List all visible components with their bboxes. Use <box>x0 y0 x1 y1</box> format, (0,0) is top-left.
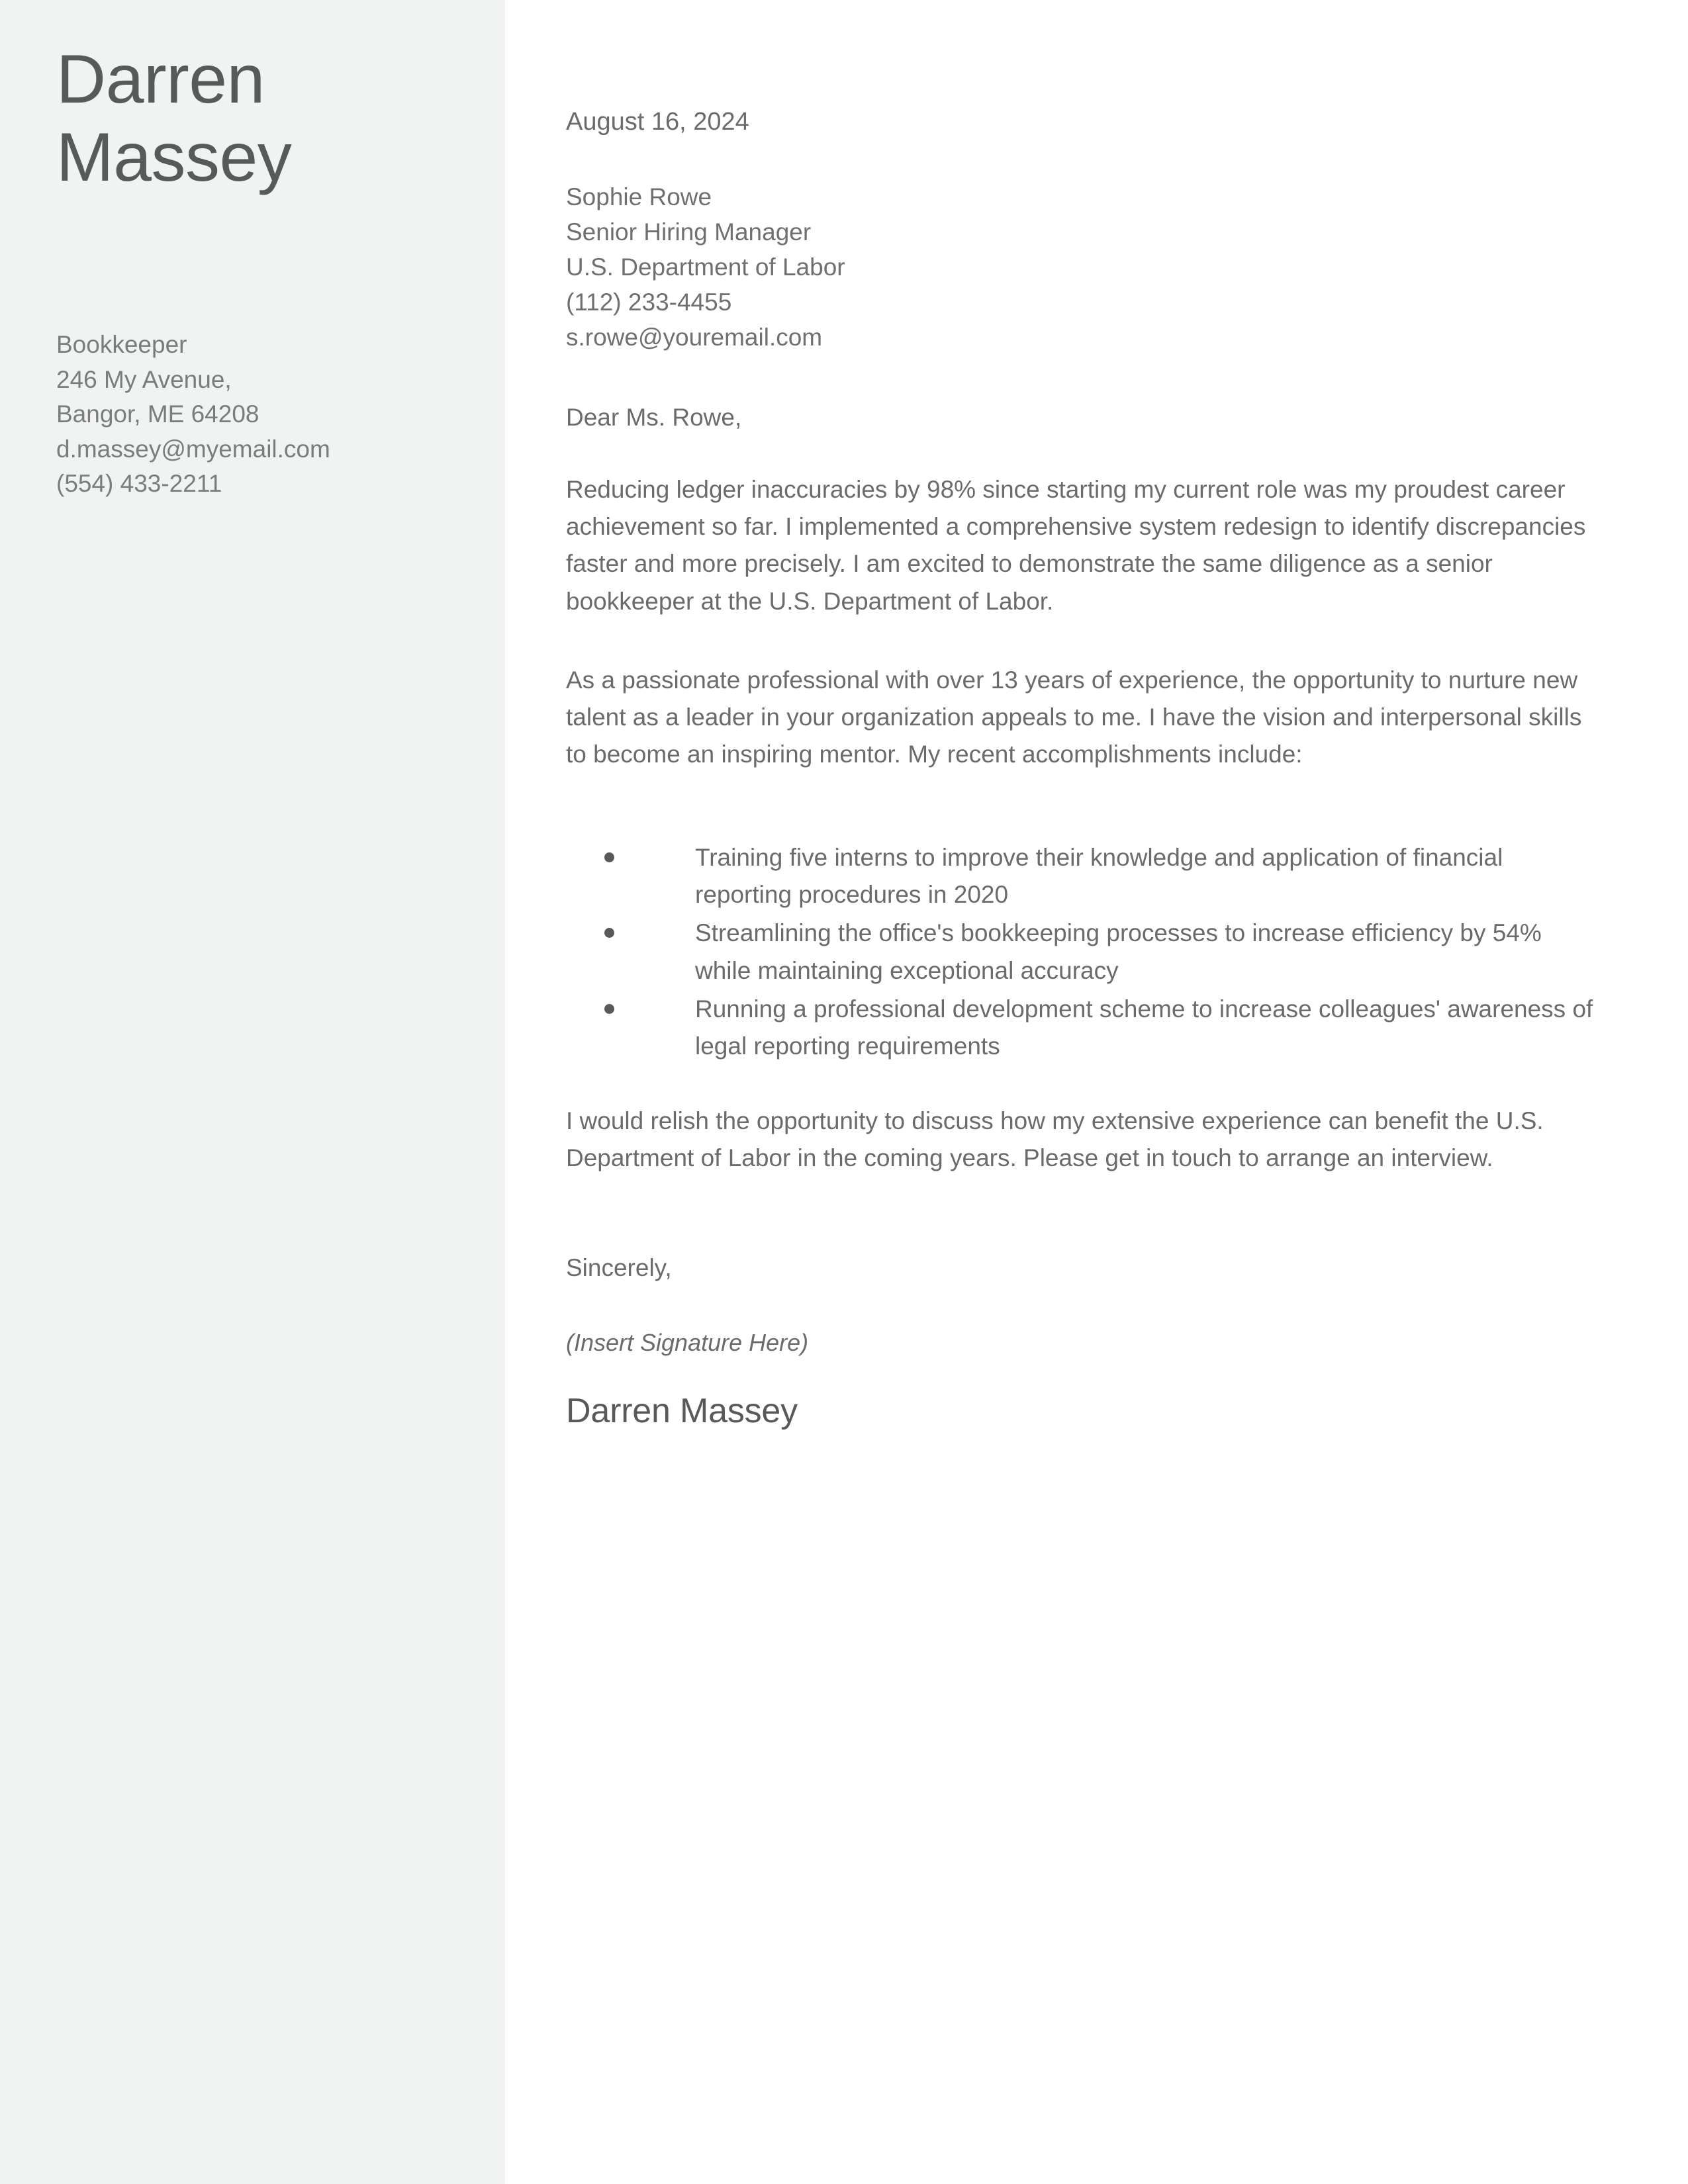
recipient-phone: (112) 233-4455 <box>566 288 732 316</box>
recipient-organization: U.S. Department of Labor <box>566 253 845 281</box>
sender-contact-block <box>56 328 480 502</box>
sender-address-line-2: Bangor, ME 64208 <box>56 400 259 428</box>
bullet-point-icon <box>604 1004 614 1014</box>
sidebar-panel <box>0 0 505 2184</box>
letter-body <box>566 0 1599 2184</box>
signature-placeholder: (Insert Signature Here) <box>566 1329 809 1356</box>
body-paragraph-3: I would relish the opportunity to discuss how my extensive experience can benefit the U.S. Department of Labor in the coming years. Please get in touch to arrange an interview. <box>566 1107 1544 1172</box>
list-item <box>566 839 1599 913</box>
list-item-text: Running a professional development scheme to increase colleagues' awareness of legal reporting requirements <box>695 995 1593 1060</box>
bullet-point-icon <box>604 852 614 862</box>
bullet-point-icon <box>604 928 614 938</box>
body-paragraph-2: As a passionate professional with over 13 years of experience, the opportunity to nurture new talent as a leader in your organization appeals to me. I have the vision and interpersonal skills to become an inspiring mentor. My recent accomplishments include: <box>566 666 1582 768</box>
body-paragraph-1: Reducing ledger inaccuracies by 98% since starting my current role was my proudest career achievement so far. I implemented a comprehensive system redesign to identify discrepancies faster and more precisely. I am excited to demonstrate the same diligence as a senior bookkeeper at the U.S. Department of Labor. <box>566 476 1586 615</box>
sender-name-heading <box>56 41 480 197</box>
list-item-text: Streamlining the office's bookkeeping processes to increase efficiency by 54% while maintaining exceptional accuracy <box>695 919 1542 984</box>
list-item <box>566 915 1599 989</box>
list-item <box>566 991 1599 1065</box>
sender-job-title: Bookkeeper <box>56 331 187 358</box>
sender-phone: (554) 433-2211 <box>56 470 222 498</box>
signature-name: Darren Massey <box>566 1392 798 1430</box>
recipient-email: s.rowe@youremail.com <box>566 323 823 351</box>
recipient-title: Senior Hiring Manager <box>566 218 812 246</box>
letter-date: August 16, 2024 <box>566 108 749 136</box>
sender-email: d.massey@myemail.com <box>56 435 330 463</box>
list-item-text: Training five interns to improve their knowledge and application of financial reporting procedures in 2020 <box>695 844 1503 909</box>
sender-address-line-1: 246 My Avenue, <box>56 365 232 393</box>
recipient-address-block <box>566 180 1294 355</box>
recipient-name: Sophie Rowe <box>566 183 712 210</box>
accomplishments-list <box>566 839 1599 1066</box>
salutation: Dear Ms. Rowe, <box>566 404 742 431</box>
closing-salutation: Sincerely, <box>566 1254 672 1281</box>
sender-last-name: Massey <box>56 118 292 196</box>
sender-first-name: Darren <box>56 41 265 118</box>
